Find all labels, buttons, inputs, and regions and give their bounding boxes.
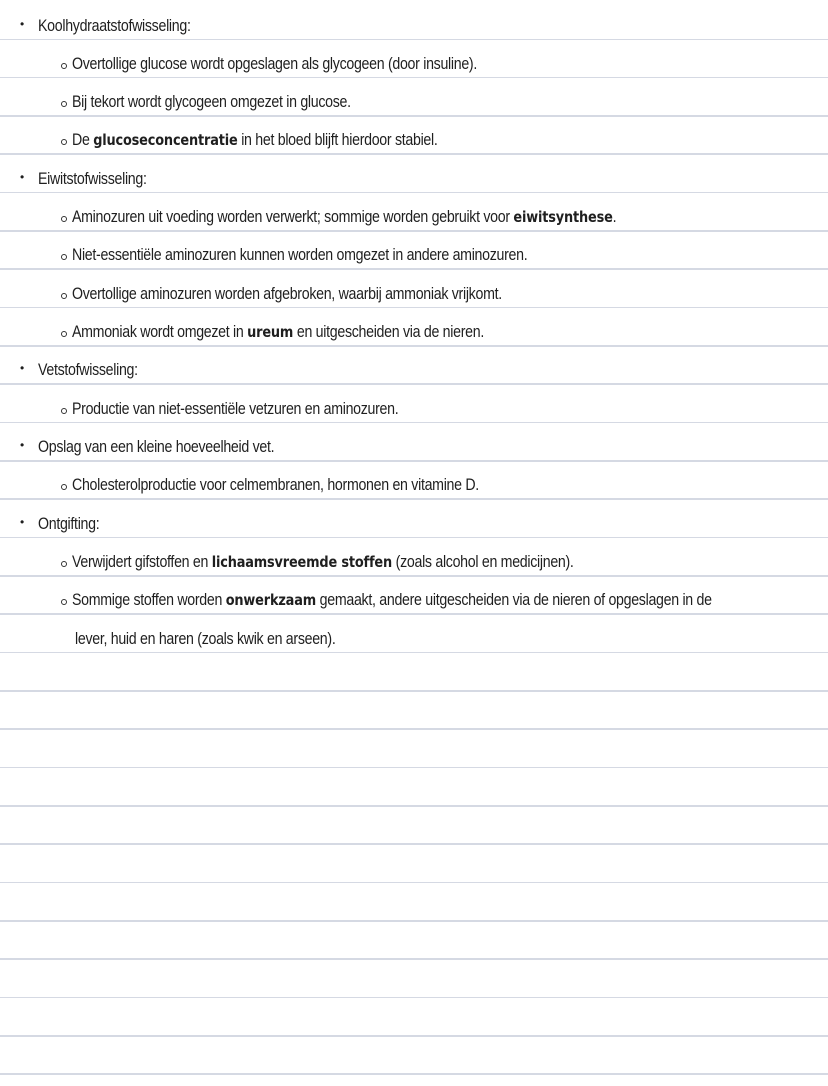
sub-bullet-item	[0, 575, 828, 613]
ruled-line	[0, 728, 828, 730]
hollow-circle-bullet-icon	[61, 63, 67, 69]
line-text	[38, 16, 191, 39]
text-run: .	[612, 208, 617, 227]
hollow-circle-bullet-icon	[61, 101, 67, 107]
ruled-line	[0, 690, 828, 692]
text-run: Aminozuren uit voeding worden verwerkt; sommige worden gebruikt voor	[72, 208, 514, 227]
text-run: Bij tekort wordt glycogeen omgezet in glucose.	[72, 93, 351, 112]
line-text	[38, 169, 147, 192]
ruled-line	[0, 767, 828, 769]
line-text	[72, 245, 527, 268]
hollow-circle-bullet-icon	[61, 254, 67, 260]
sub-bullet-item	[0, 115, 828, 153]
text-run: lever, huid en haren (zoals kwik en arseen).	[75, 629, 336, 648]
ruled-line	[0, 958, 828, 960]
text-run: Cholesterolproductie voor celmembranen, hormonen en vitamine D.	[72, 476, 479, 495]
ruled-line	[0, 997, 828, 999]
bold-term: ureum	[247, 323, 294, 342]
bullet-item	[0, 499, 828, 537]
text-run: gemaakt, andere uitgescheiden via de nieren of opgeslagen in de	[316, 591, 712, 610]
ruled-line	[0, 1035, 828, 1037]
text-run: Vetstofwisseling:	[38, 361, 138, 380]
bullet-dot-icon: •	[20, 514, 24, 529]
line-text	[72, 207, 616, 230]
bullet-item	[0, 1, 828, 39]
bold-term: onwerkzaam	[225, 591, 317, 610]
text-run: Productie van niet-essentiële vetzuren en aminozuren.	[72, 399, 399, 418]
sub-bullet-item	[0, 269, 828, 307]
hollow-circle-bullet-icon	[61, 561, 67, 567]
hollow-circle-bullet-icon	[61, 139, 67, 145]
line-text	[72, 399, 398, 422]
text-run: Eiwitstofwisseling:	[38, 169, 147, 188]
hollow-circle-bullet-icon	[61, 293, 67, 299]
line-text	[38, 360, 138, 383]
line-text	[72, 322, 484, 345]
bullet-dot-icon: •	[20, 16, 24, 31]
bold-term: lichaamsvreemde stoffen	[211, 553, 393, 572]
sub-bullet-item	[0, 307, 828, 345]
bullet-item	[0, 422, 828, 460]
line-text	[72, 552, 574, 575]
line-text	[72, 590, 712, 613]
sub-bullet-item	[0, 39, 828, 77]
ruled-line	[0, 920, 828, 922]
bullet-item	[0, 345, 828, 383]
ruled-line	[0, 652, 828, 654]
text-run: Overtollige glucose wordt opgeslagen als glycogeen (door insuline).	[72, 54, 478, 73]
sub-bullet-item	[0, 230, 828, 268]
ruled-line	[0, 805, 828, 807]
text-run: en uitgescheiden via de nieren.	[293, 323, 484, 342]
text-run: Sommige stoffen worden	[72, 591, 226, 610]
bullet-dot-icon: •	[20, 169, 24, 184]
continuation-line	[0, 614, 828, 652]
text-run: Ammoniak wordt omgezet in	[72, 323, 248, 342]
text-run: De	[72, 131, 94, 150]
line-text	[38, 514, 99, 537]
hollow-circle-bullet-icon	[61, 331, 67, 337]
text-run: Koolhydraatstofwisseling:	[38, 16, 191, 35]
bullet-dot-icon: •	[20, 438, 24, 453]
text-run: Ontgifting:	[38, 514, 100, 533]
hollow-circle-bullet-icon	[61, 408, 67, 414]
bold-term: eiwitsynthese	[513, 208, 613, 227]
line-text	[38, 437, 274, 460]
line-text	[72, 92, 351, 115]
bullet-item	[0, 154, 828, 192]
hollow-circle-bullet-icon	[61, 599, 67, 605]
line-text	[72, 130, 438, 153]
bold-term: glucoseconcentratie	[93, 131, 238, 150]
line-text	[72, 475, 479, 498]
line-text	[72, 284, 502, 307]
text-run: Niet-essentiële aminozuren kunnen worden omgezet in andere aminozuren.	[72, 246, 528, 265]
sub-bullet-item	[0, 537, 828, 575]
line-text	[72, 54, 477, 77]
hollow-circle-bullet-icon	[61, 216, 67, 222]
sub-bullet-item	[0, 460, 828, 498]
ruled-line	[0, 843, 828, 845]
text-run: (zoals alcohol en medicijnen).	[392, 553, 574, 572]
text-run: Verwijdert gifstoffen en	[72, 553, 212, 572]
sub-bullet-item	[0, 384, 828, 422]
line-text	[75, 629, 335, 652]
text-run: Opslag van een kleine hoeveelheid vet.	[38, 438, 275, 457]
hollow-circle-bullet-icon	[61, 484, 67, 490]
text-run: Overtollige aminozuren worden afgebroken, waarbij ammoniak vrijkomt.	[72, 284, 502, 303]
ruled-line	[0, 882, 828, 884]
ruled-line	[0, 1073, 828, 1075]
text-run: in het bloed blijft hierdoor stabiel.	[237, 131, 438, 150]
sub-bullet-item	[0, 77, 828, 115]
bullet-dot-icon: •	[20, 361, 24, 376]
sub-bullet-item	[0, 192, 828, 230]
